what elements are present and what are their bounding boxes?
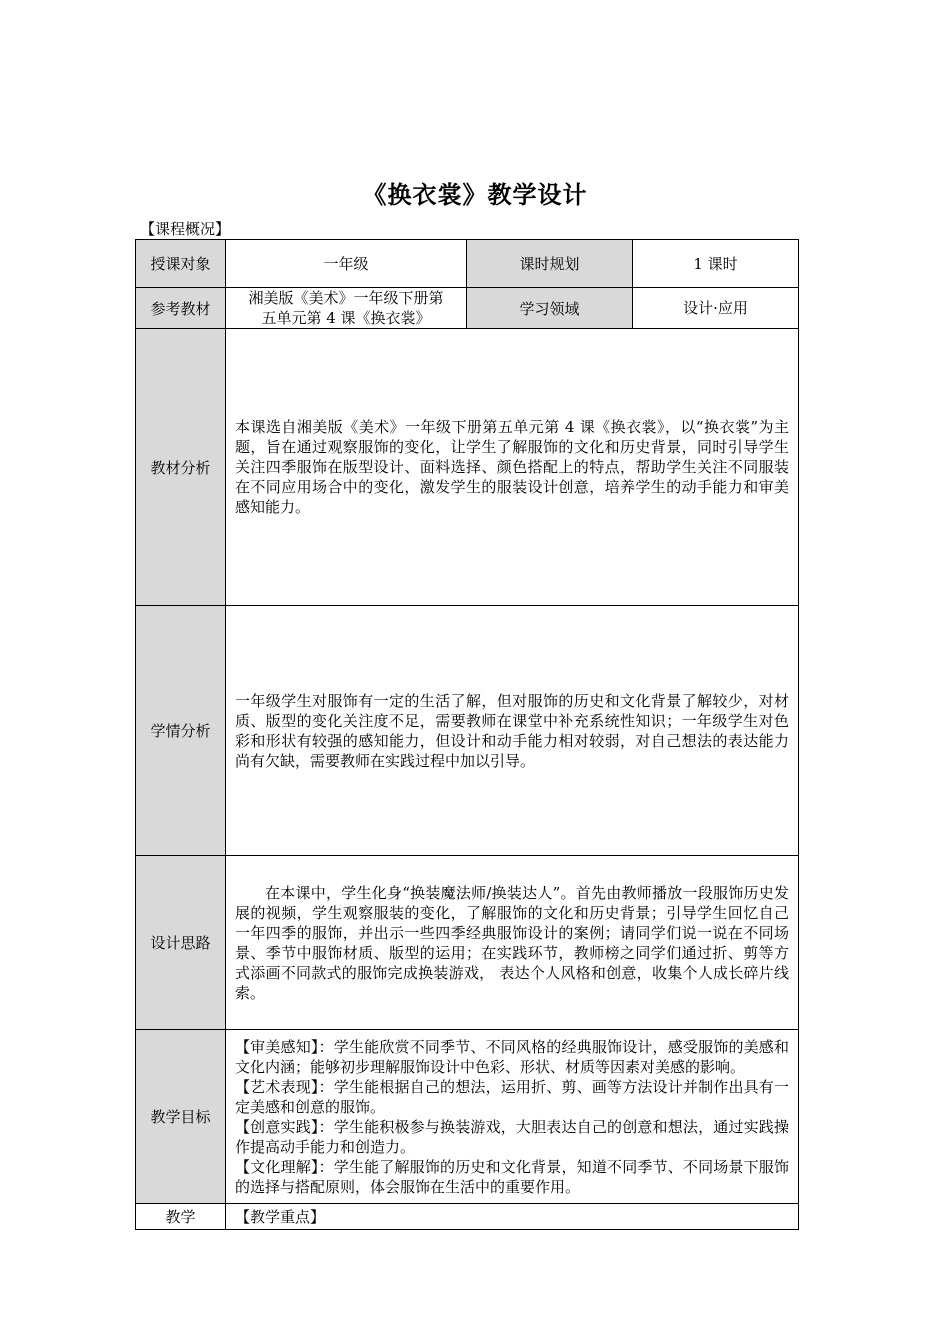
label-cell: 设计思路 xyxy=(136,856,226,1030)
table-row xyxy=(136,1204,799,1230)
section-label: 【课程概况】 xyxy=(140,220,231,238)
label-cell: 教材分析 xyxy=(136,329,226,606)
value-cell: 设计·应用 xyxy=(633,288,799,329)
table-row xyxy=(136,329,799,606)
textbook-line: 五单元第 4 课《换衣裳》 xyxy=(261,309,431,327)
label-cell: 学习领域 xyxy=(467,288,633,329)
label-cell: 参考教材 xyxy=(136,288,226,329)
table-row xyxy=(136,240,799,288)
teaching-goals-text xyxy=(226,1030,799,1204)
label-cell: 学情分析 xyxy=(136,606,226,856)
label-cell: 课时规划 xyxy=(467,240,633,288)
document-title: 《换衣裳》教学设计 xyxy=(362,180,588,209)
goal-item: 【创意实践】：学生能积极参与换装游戏，大胆表达自己的创意和想法，通过实践操作提高动手能力和创造力。 xyxy=(235,1117,789,1156)
table-row xyxy=(136,1030,799,1204)
goal-item: 【艺术表现】：学生能根据自己的想法，运用折、剪、画等方法设计并制作出具有一定美感和创意的服饰。 xyxy=(235,1077,789,1116)
goal-item: 【审美感知】：学生能欣赏不同季节、不同风格的经典服饰设计，感受服饰的美感和文化内涵；能够初步理解服饰设计中色彩、形状、材质等因素对美感的影响。 xyxy=(235,1037,789,1076)
value-cell: 一年级 xyxy=(226,240,467,288)
lesson-plan-table xyxy=(135,239,799,1230)
label-cell: 教学目标 xyxy=(136,1030,226,1204)
textbook-line: 湘美版《美术》一年级下册第 xyxy=(248,289,444,307)
goal-item: 【文化理解】：学生能了解服饰的历史和文化背景，知道不同季节、不同场景下服饰的选择与搭配原则，体会服饰在生活中的重要作用。 xyxy=(235,1157,789,1196)
label-cell: 教学 xyxy=(136,1204,226,1230)
table-row xyxy=(136,288,799,329)
value-cell: 1 课时 xyxy=(633,240,799,288)
design-idea-text: 在本课中，学生化身“换装魔法师/换装达人”。首先由教师播放一段服饰历史发展的视频，学生观察服装的变化，了解服饰的文化和历史背景；引导学生回忆自己一年四季的服饰，并出示一些四季经典服饰设计的案例；请同学们说一说在不同场景、季节中服饰材质、版型的运用；在实践环节，教师榜之同学们通过折、剪等方式添画不同款式的服饰完成换装游戏， 表达个人风格和创意，收集个人成长碎片线索。 xyxy=(226,856,799,1030)
value-cell xyxy=(226,288,467,329)
label-cell: 授课对象 xyxy=(136,240,226,288)
material-analysis-text: 本课选自湘美版《美术》一年级下册第五单元第 4 课《换衣裳》，以“换衣裳”为主题，旨在通过观察服饰的变化，让学生了解服饰的文化和历史背景，同时引导学生关注四季服饰在版型设计、面料选择、颜色搭配上的特点，帮助学生关注不同服装在不同应用场合中的变化，激发学生的服装设计创意，培养学生的动手能力和审美感知能力。 xyxy=(226,329,799,606)
table-row xyxy=(136,856,799,1030)
key-points-text: 【教学重点】 xyxy=(226,1204,799,1230)
student-analysis-text: 一年级学生对服饰有一定的生活了解，但对服饰的历史和文化背景了解较少，对材质、版型的变化关注度不足，需要教师在课堂中补充系统性知识；一年级学生对色彩和形状有较强的感知能力，但设计和动手能力相对较弱，对自己想法的表达能力尚有欠缺，需要教师在实践过程中加以引导。 xyxy=(226,606,799,856)
table-row xyxy=(136,606,799,856)
